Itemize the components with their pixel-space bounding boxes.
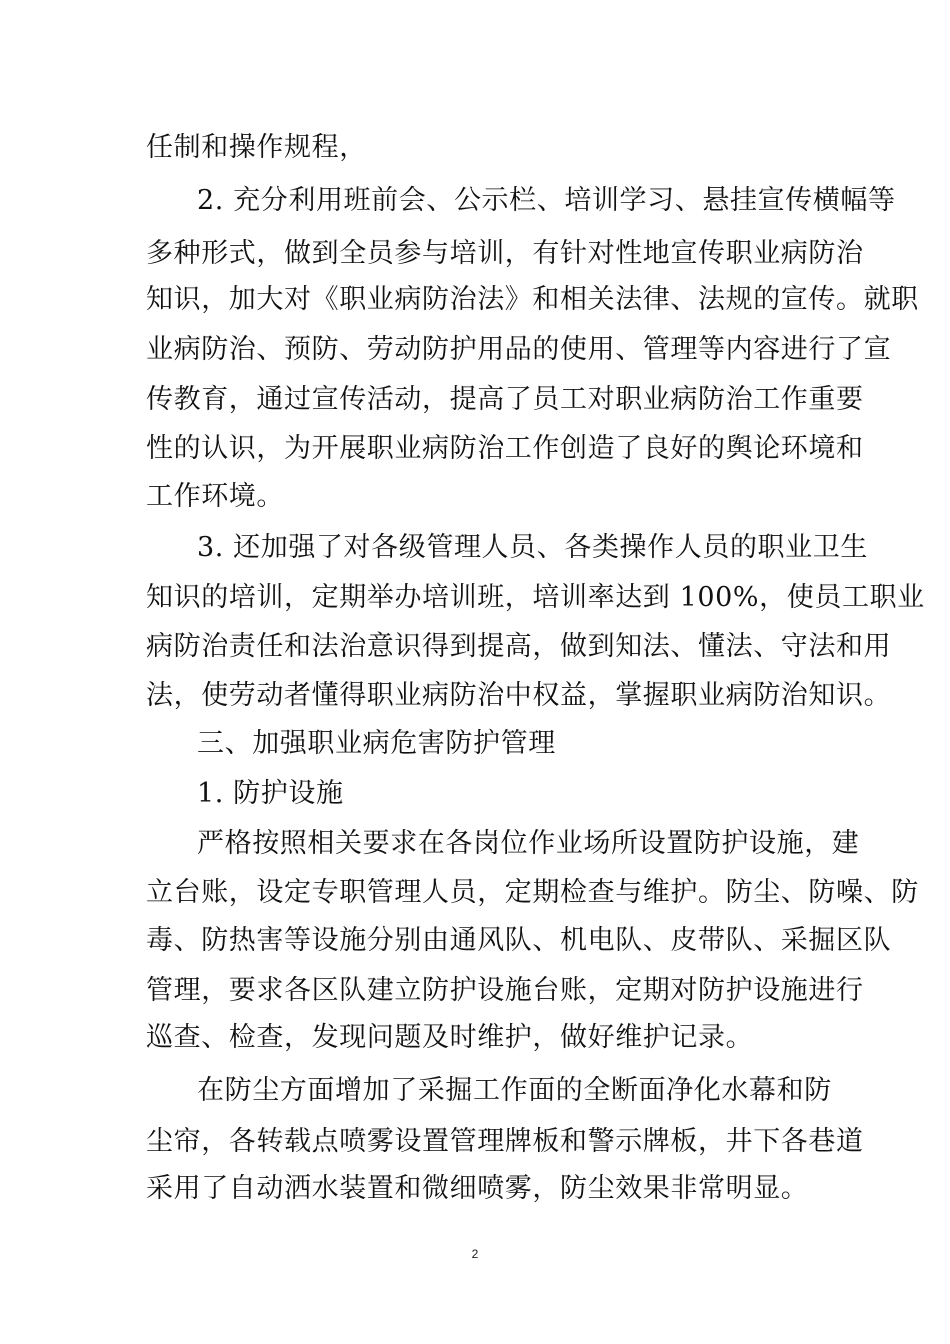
section-heading: 三、加强职业病危害防护管理 bbox=[197, 728, 556, 759]
text-line: 立台账，设定专职管理人员，定期检查与维护。防尘、防噪、防 bbox=[146, 877, 919, 908]
text-line: 毒、防热害等设施分别由通风队、机电队、皮带队、采掘区队 bbox=[146, 925, 892, 956]
text-line: 多种形式，做到全员参与培训，有针对性地宣传职业病防治 bbox=[146, 238, 864, 269]
text-line: 尘帘，各转载点喷雾设置管理牌板和警示牌板，井下各巷道 bbox=[146, 1126, 864, 1157]
text-line: 2. 充分利用班前会、公示栏、培训学习、悬挂宣传横幅等 bbox=[197, 185, 896, 216]
text-line: 传教育，通过宣传活动，提高了员工对职业病防治工作重要 bbox=[146, 384, 864, 415]
text-line: 巡查、检查，发现问题及时维护，做好维护记录。 bbox=[146, 1022, 754, 1053]
page-number: 2 bbox=[471, 1247, 479, 1261]
subsection-heading: 1. 防护设施 bbox=[197, 778, 344, 809]
text-line: 工作环境。 bbox=[146, 481, 284, 512]
text-line: 业病防治、预防、劳动防护用品的使用、管理等内容进行了宣 bbox=[146, 334, 892, 365]
text-line: 病防治责任和法治意识得到提高，做到知法、懂法、守法和用 bbox=[146, 631, 892, 662]
text-line: 3. 还加强了对各级管理人员、各类操作人员的职业卫生 bbox=[197, 532, 868, 563]
text-line: 性的认识，为开展职业病防治工作创造了良好的舆论环境和 bbox=[146, 433, 864, 464]
text-line: 管理，要求各区队建立防护设施台账，定期对防护设施进行 bbox=[146, 975, 864, 1006]
text-line: 法，使劳动者懂得职业病防治中权益，掌握职业病防治知识。 bbox=[146, 680, 892, 711]
text-line: 在防尘方面增加了采掘工作面的全断面净化水幕和防 bbox=[197, 1075, 832, 1106]
text-line: 严格按照相关要求在各岗位作业场所设置防护设施，建 bbox=[197, 828, 860, 859]
text-line: 采用了自动洒水装置和微细喷雾，防尘效果非常明显。 bbox=[146, 1173, 809, 1204]
text-line: 知识，加大对《职业病防治法》和相关法律、法规的宣传。就职 bbox=[146, 284, 919, 315]
text-line: 任制和操作规程， bbox=[146, 132, 367, 163]
text-line: 知识的培训，定期举办培训班，培训率达到 100%，使员工职业 bbox=[146, 582, 925, 613]
